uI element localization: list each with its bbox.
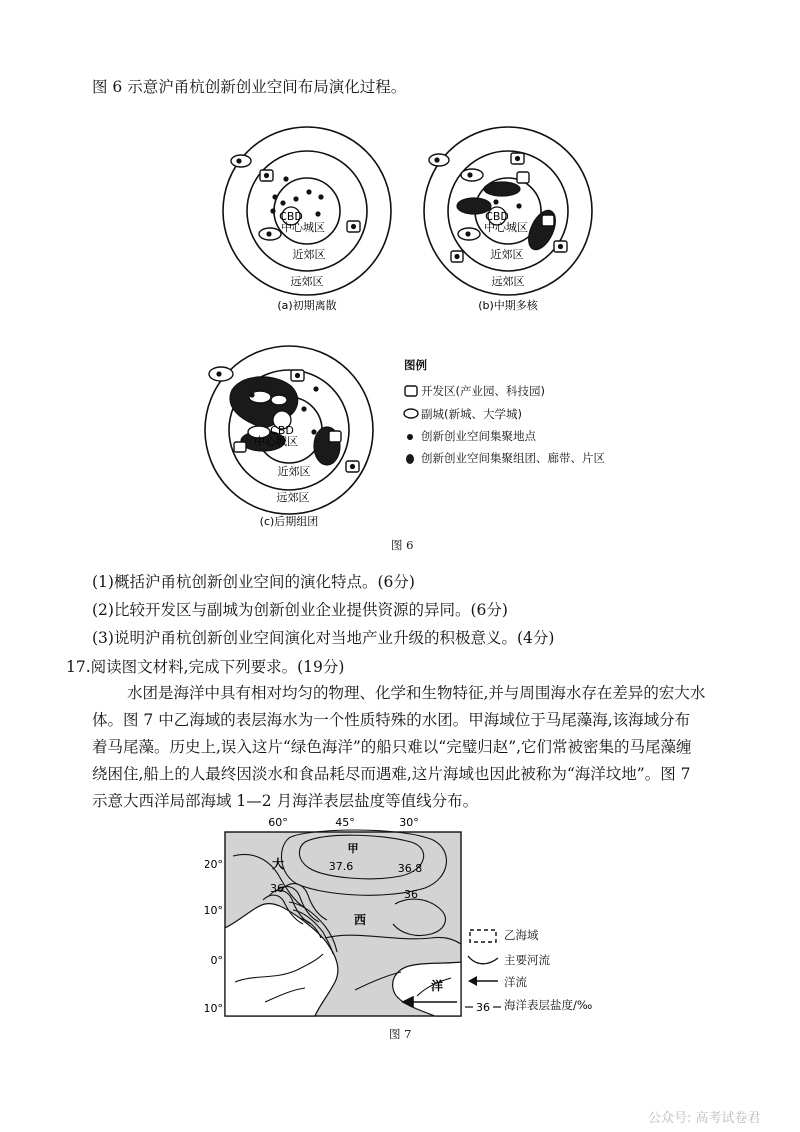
legend-river: 主要河流 <box>504 953 550 967</box>
legend-dev-zone: 开发区(产业园、科技园) <box>421 384 545 398</box>
fig6-legend <box>402 357 662 467</box>
cluster-icon <box>405 453 415 465</box>
isoline-sample-value: 36 <box>476 1001 490 1014</box>
legend-point: 创新创业空间集聚地点 <box>421 429 536 443</box>
far-label-a: 远郊区 <box>290 275 324 288</box>
fig7-caption: 图 7 <box>389 1027 412 1041</box>
fig6-diagram-a <box>212 113 402 318</box>
near-label-a: 近郊区 <box>292 248 326 261</box>
stage-label-a: (a)初期离散 <box>277 299 337 312</box>
isoline-36-west: 36 <box>270 882 284 895</box>
label-jia: 甲 <box>347 842 359 855</box>
q17-header: 17.阅读图文材料,完成下列要求。(19分) <box>66 658 345 676</box>
legend-cluster: 创新创业空间集聚组团、廊带、片区 <box>421 451 605 465</box>
lat-20: 20° <box>205 858 223 871</box>
fig7-legend <box>460 922 630 1022</box>
legend-subcity: 副城(新城、大学城) <box>421 407 522 421</box>
q17-line-5: 示意大西洋局部海域 1—2 月海洋表层盐度等值线分布。 <box>92 792 479 810</box>
point-icon <box>406 433 414 441</box>
lat-s10: 10° <box>205 1002 223 1015</box>
q17-line-4: 绕困住,船上的人最终因淡水和食品耗尽而遇难,这片海域也因此被称为“海洋坟地”。图 7 <box>92 765 691 783</box>
fig6-caption: 图 6 <box>391 538 414 552</box>
label-da: 大 <box>271 857 285 871</box>
near-label-b: 近郊区 <box>490 248 524 261</box>
sea-area-icon <box>468 928 498 944</box>
isoline-36-east: 36 <box>404 888 418 901</box>
lat-10: 10° <box>205 904 223 917</box>
legend-current: 洋流 <box>504 975 527 989</box>
intro-text: 图 6 示意沪甬杭创新创业空间布局演化过程。 <box>92 78 407 96</box>
center-label-b: 中心城区 <box>484 221 528 234</box>
fig6-diagram-c <box>194 332 384 537</box>
cbd-label-a: CBD <box>279 210 303 223</box>
cbd-label-b: CBD <box>485 210 509 223</box>
q16-part2: (2)比较开发区与副城为创新创业企业提供资源的异同。(6分) <box>92 601 508 619</box>
lon-60: 60° <box>268 816 288 829</box>
center-label-c: 中心城区 <box>254 435 298 448</box>
isoline-37-6: 37.6 <box>328 860 354 873</box>
river-icon <box>466 952 500 968</box>
legend-title: 图例 <box>404 358 427 372</box>
fig6-diagram-b <box>413 113 603 318</box>
lat-0: 0° <box>210 954 223 967</box>
label-yang: 洋 <box>430 979 444 993</box>
lon-45: 45° <box>335 816 355 829</box>
isoline-36-8: 36.8 <box>397 862 423 875</box>
isoline-sample-icon <box>464 998 502 1014</box>
current-arrow-icon <box>466 974 500 988</box>
stage-label-b: (b)中期多核 <box>478 299 538 312</box>
far-label-c: 远郊区 <box>276 491 310 504</box>
legend-sea-area: 乙海域 <box>504 928 539 942</box>
stage-label-c: (c)后期组团 <box>259 515 319 528</box>
q17-line-2: 体。图 7 中乙海域的表层海水为一个性质特殊的水团。甲海域位于马尾藻海,该海域分布 <box>92 711 691 729</box>
far-label-b: 远郊区 <box>491 275 525 288</box>
fig7-map <box>205 812 485 1024</box>
center-label-a: 中心城区 <box>281 221 325 234</box>
lon-30: 30° <box>399 816 419 829</box>
cbd-label-c: CBD <box>270 424 294 437</box>
subcity-icon <box>403 408 419 419</box>
legend-salinity: 海洋表层盐度/‰ <box>504 998 593 1012</box>
label-xi: 西 <box>353 913 367 927</box>
watermark: 公众号: 高考试卷君 <box>648 1111 761 1126</box>
q17-line-3: 着马尾藻。历史上,误入这片“绿色海洋”的船只难以“完璧归赵”,它们常被密集的马尾藻缠 <box>92 738 692 756</box>
q17-line-1: 水团是海洋中具有相对均匀的物理、化学和生物特征,并与周围海水存在差异的宏大水 <box>127 684 706 702</box>
dev-zone-icon <box>404 385 418 397</box>
q16-part1: (1)概括沪甬杭创新创业空间的演化特点。(6分) <box>92 573 415 591</box>
q16-part3: (3)说明沪甬杭创新创业空间演化对当地产业升级的积极意义。(4分) <box>92 629 555 647</box>
near-label-c: 近郊区 <box>277 465 311 478</box>
